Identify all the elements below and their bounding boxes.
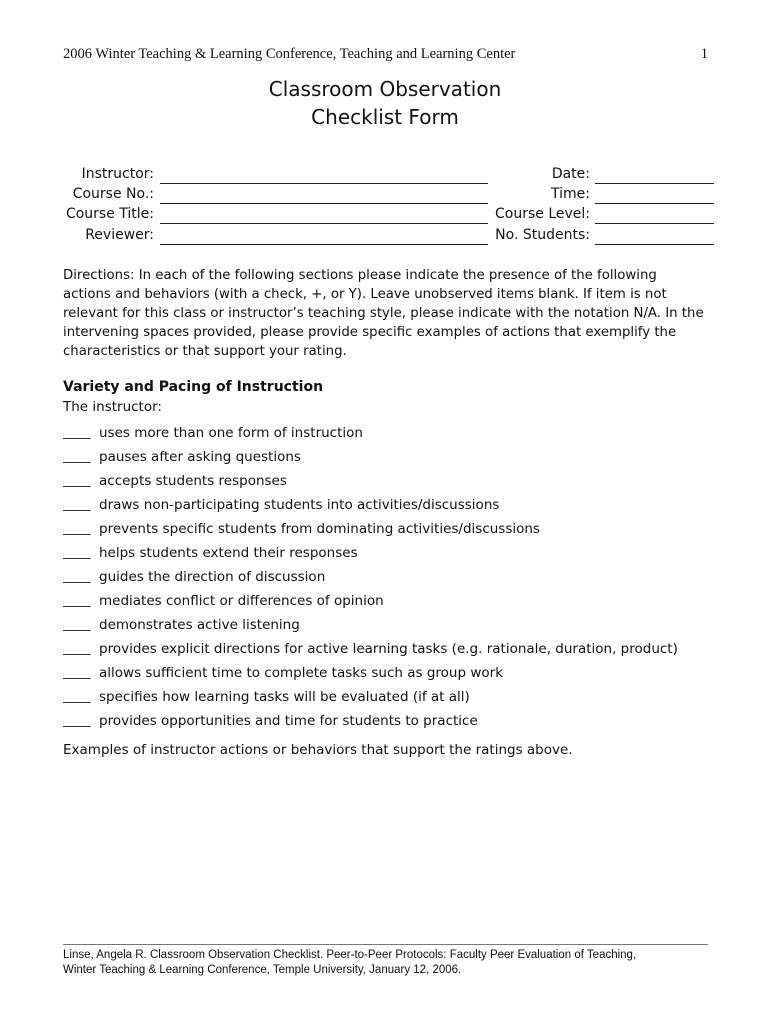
no-students-label: No. Students: [495, 227, 590, 243]
item-text: allows sufficient time to complete tasks such as group work [99, 665, 504, 681]
item-text: specifies how learning tasks will be evaluated (if at all) [99, 689, 470, 705]
item-text: draws non-participating students into activities/discussions [99, 497, 500, 513]
page-title [0, 75, 770, 131]
checklist-item [63, 661, 703, 685]
course-level-line[interactable] [595, 223, 714, 224]
page-header [63, 46, 708, 63]
no-students-field [470, 227, 590, 247]
course-title-field [40, 206, 154, 226]
checklist [63, 421, 703, 733]
check-blank[interactable] [63, 571, 91, 583]
checklist-item [63, 709, 703, 733]
item-text: guides the direction of discussion [99, 569, 326, 585]
checklist-item [63, 541, 703, 565]
checklist-item [63, 685, 703, 709]
item-text: prevents specific students from dominating activities/discussions [99, 521, 540, 537]
course-level-field [470, 206, 590, 226]
section-subtitle: The instructor: [63, 399, 162, 415]
no-students-line[interactable] [595, 244, 714, 245]
course-no-field [40, 186, 154, 206]
check-blank[interactable] [63, 715, 91, 727]
title-line-1: Classroom Observation [268, 77, 502, 101]
check-blank[interactable] [63, 451, 91, 463]
course-title-line[interactable] [160, 223, 488, 224]
examples-prompt: Examples of instructor actions or behaviors that support the ratings above. [63, 742, 573, 758]
date-field [470, 166, 590, 186]
section-title: Variety and Pacing of Instruction [63, 379, 324, 395]
checklist-item [63, 469, 703, 493]
title-line-2: Checklist Form [311, 105, 459, 129]
checklist-item [63, 613, 703, 637]
item-text: pauses after asking questions [99, 449, 301, 465]
checklist-item [63, 517, 703, 541]
reviewer-line[interactable] [160, 244, 488, 245]
check-blank[interactable] [63, 523, 91, 535]
checklist-item [63, 589, 703, 613]
footer-line-1: Linse, Angela R. Classroom Observation Checklist. Peer-to-Peer Protocols: Faculty Peer Evaluation of Teaching, [63, 949, 637, 961]
course-no-label: Course No.: [72, 186, 154, 202]
checklist-item [63, 493, 703, 517]
instructor-field [40, 166, 154, 186]
check-blank[interactable] [63, 427, 91, 439]
conference-header: 2006 Winter Teaching & Learning Conference, Teaching and Learning Center [63, 46, 516, 62]
reviewer-label: Reviewer: [85, 227, 154, 243]
time-line[interactable] [595, 203, 714, 204]
checklist-item [63, 637, 703, 661]
item-text: demonstrates active listening [99, 617, 300, 633]
item-text: helps students extend their responses [99, 545, 358, 561]
time-field [470, 186, 590, 206]
course-title-label: Course Title: [65, 206, 154, 222]
page-number: 1 [700, 46, 708, 62]
footer-citation [63, 948, 713, 978]
instructor-label: Instructor: [81, 166, 154, 182]
item-text: uses more than one form of instruction [99, 425, 363, 441]
checklist-item [63, 565, 703, 589]
date-line[interactable] [595, 183, 714, 184]
check-blank[interactable] [63, 595, 91, 607]
date-label: Date: [551, 166, 590, 182]
item-text: provides opportunities and time for students to practice [99, 713, 478, 729]
check-blank[interactable] [63, 547, 91, 559]
check-blank[interactable] [63, 499, 91, 511]
item-text: provides explicit directions for active learning tasks (e.g. rationale, duration, product) [99, 641, 678, 657]
reviewer-field [40, 227, 154, 247]
course-level-label: Course Level: [495, 206, 590, 222]
check-blank[interactable] [63, 475, 91, 487]
instructor-line[interactable] [160, 183, 488, 184]
course-no-line[interactable] [160, 203, 488, 204]
directions-text: Directions: In each of the following sections please indicate the presence of the following actions and behaviors (with a check, +, or Y). Leave unobserved items blank. If item is not relevant for this class or instructor’s teaching style, please indicate with the notation N/A. In the intervening spaces provided, please provide specific examples of actions that exemplify the characteristics or that support your rating. [63, 268, 704, 359]
checklist-item [63, 445, 703, 469]
checklist-item [63, 421, 703, 445]
item-text: mediates conflict or differences of opinion [99, 593, 384, 609]
time-label: Time: [551, 186, 590, 202]
footer-divider [63, 944, 708, 945]
check-blank[interactable] [63, 691, 91, 703]
check-blank[interactable] [63, 643, 91, 655]
footer-line-2: Winter Teaching & Learning Conference, Temple University, January 12, 2006. [63, 964, 462, 976]
check-blank[interactable] [63, 667, 91, 679]
item-text: accepts students responses [99, 473, 287, 489]
check-blank[interactable] [63, 619, 91, 631]
